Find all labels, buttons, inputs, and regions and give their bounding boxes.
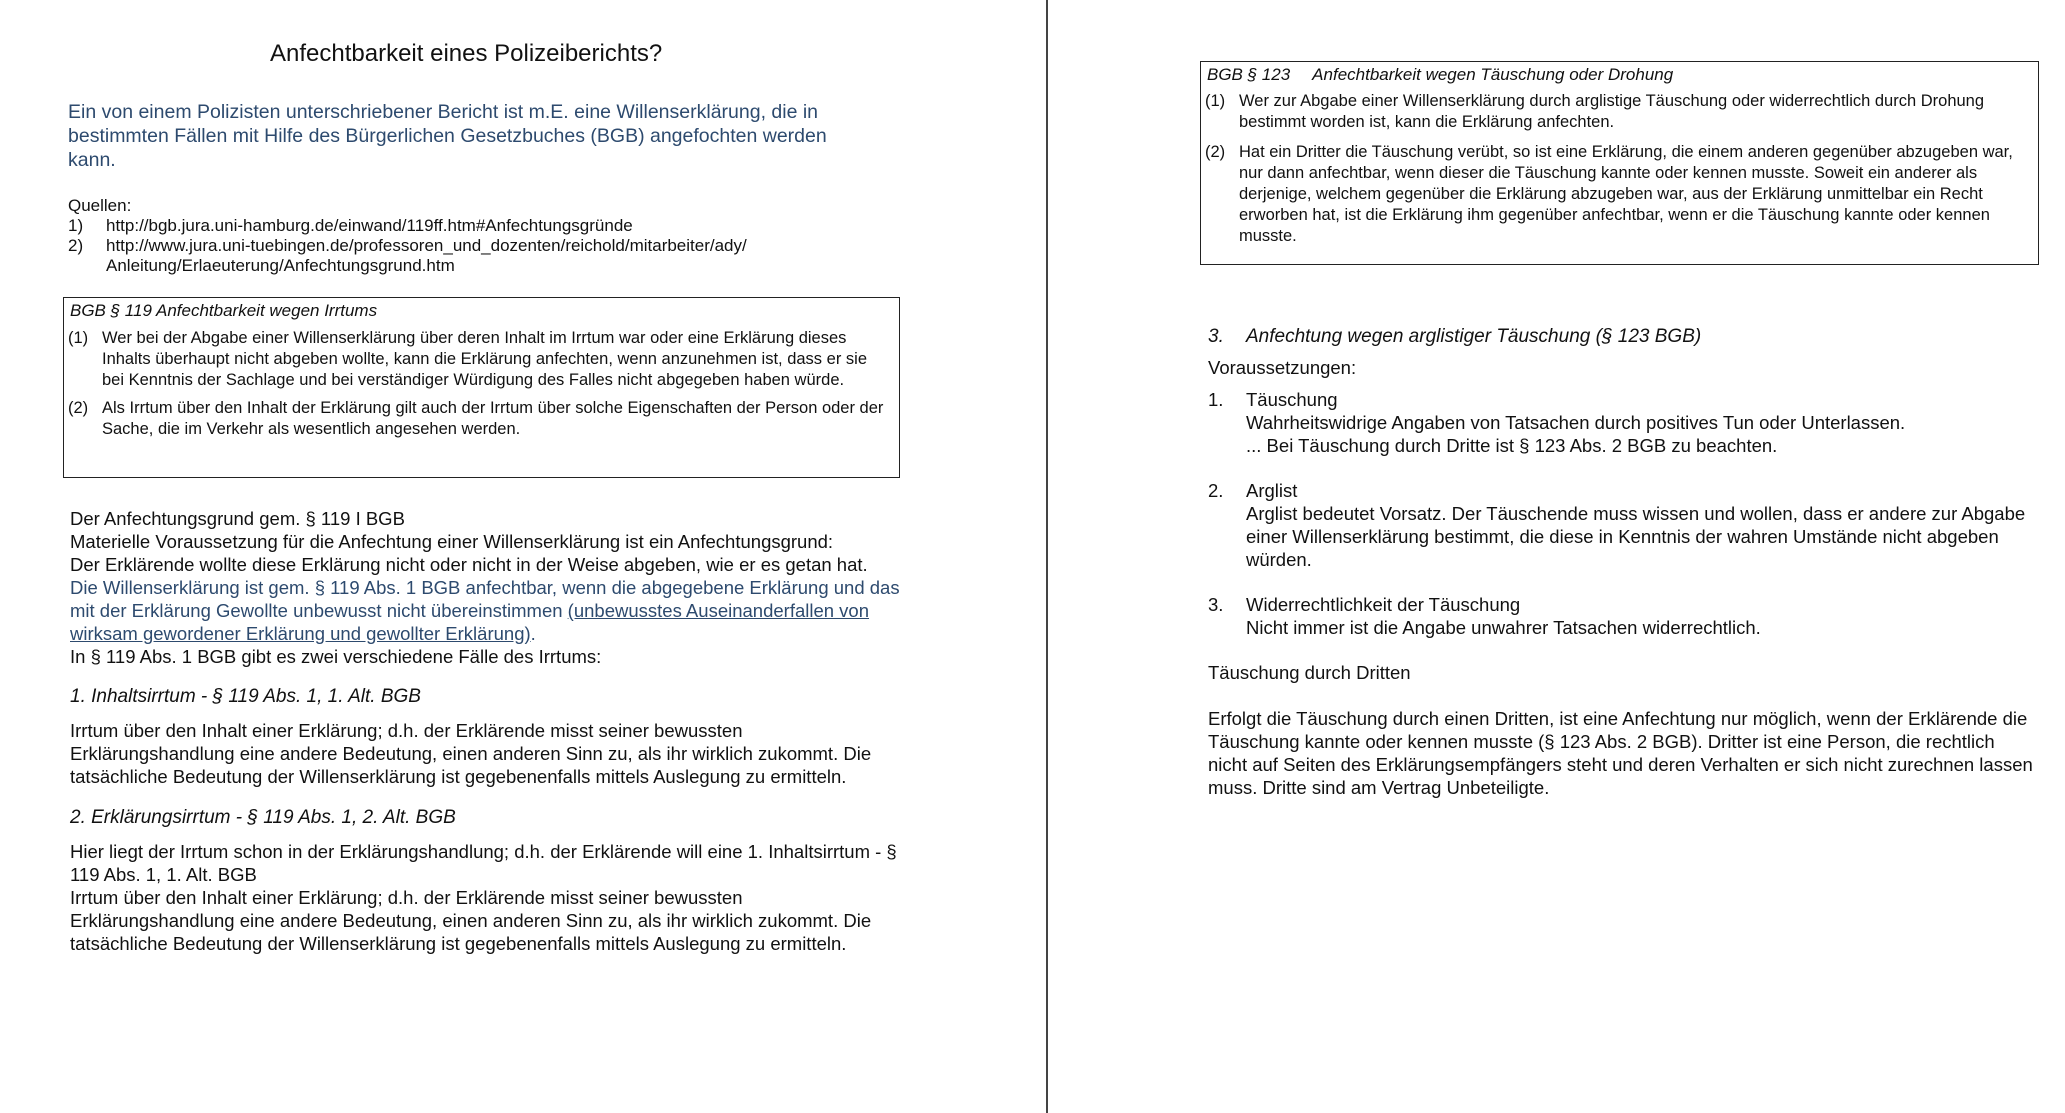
bgb-119-item: (1) Wer bei der Abgabe einer Willenserklärung über deren Inhalt im Irrtum war oder eine Erklärung dieses Inhalts überhaupt nicht abgeben wollte, kann die Erklärung anfechten, wenn anzunehmen ist, dass er sie bei Kenntnis der Sachlage und bei verständiger Würdigung des Falles nicht abgegeben haben würde.	[68, 329, 867, 389]
voraussetzungen-label: Voraussetzungen:	[1208, 357, 1357, 378]
explanation-link[interactable]: (unbewusstes Auseinanderfallen von wirksam gewordener Erklärung und gewollter Erklärung)	[70, 600, 870, 644]
source-item: 1) http://bgb.jura.uni-hamburg.de/einwand/119ff.htm#Anfechtungsgründe	[68, 216, 633, 235]
condition-item: 2. Arglist Arglist bedeutet Vorsatz. Der Täuschende muss wissen und wollen, dass er andere zur Abgabe einer Willenserklärung bestimmt, die diese in Kenntnis der wahren Umstände nicht abgeben würden.	[1208, 480, 2026, 570]
case2-text: Hier liegt der Irrtum schon in der Erklärungshandlung; d.h. der Erklärende will eine 1. Inhaltsirrtum - § 119 Abs. 1, 1. Alt. BGB	[70, 841, 897, 885]
bgb-123-item: (1) Wer zur Abgabe einer Willenserklärung durch arglistige Täuschung oder widerrechtlich durch Drohung bestimmt worden ist, kann die Erklärung anfechten.	[1205, 92, 1985, 131]
grund-heading: Der Anfechtungsgrund gem. § 119 I BGB	[70, 508, 405, 529]
bgb-123-item: (2) Hat ein Dritter die Täuschung verübt, so ist eine Erklärung, die einem anderen gegenüber abzugeben war, nur dann anfechtbar, wenn dieser die Täuschung kannte oder kennen musste. Soweit ein anderer als derjenige, welchem gegenüber die Erklärung abzugeben war, aus der Erklärung unmittelbar ein Recht erworben hat, ist die Erklärung ihm gegenüber anfechtbar, wenn er die Täuschung kannte oder kennen musste.	[1205, 143, 2013, 245]
case2-heading: 2. Erklärungsirrtum - § 119 Abs. 1, 2. Alt. BGB	[70, 807, 456, 828]
sources-label: Quellen:	[68, 196, 132, 215]
page-title: Anfechtbarkeit eines Polizeiberichts?	[270, 40, 663, 67]
section-3	[1208, 325, 2038, 799]
bgb-119-item: (2) Als Irrtum über den Inhalt der Erklärung gilt auch der Irrtum über solche Eigenschaften der Person oder der Sache, die im Verkehr als wesentlich angesehen werden.	[68, 399, 884, 438]
section-3-heading: 3. Anfechtung wegen arglistiger Täuschung (§ 123 BGB)	[1208, 326, 1702, 347]
intro-paragraph: Ein von einem Polizisten unterschriebener Bericht ist m.E. eine Willenserklärung, die in bestimmten Fällen mit Hilfe des Bürgerlichen Gesetzbuches (BGB) angefochten werden kann.	[68, 101, 827, 171]
source-link[interactable]: http://bgb.jura.uni-hamburg.de/einwand/119ff.htm#Anfechtungsgründe	[106, 216, 633, 235]
dritte-text: Erfolgt die Täuschung durch einen Dritten, ist eine Anfechtung nur möglich, wenn der Erklärende die Täuschung kannte oder kennen musste (§ 123 Abs. 2 BGB). Dritter ist eine Person, die rechtlich nicht auf Seiten des Erklärungsempfängers steht und deren Verhalten er sich nicht zurechnen lassen muss. Dritte sind am Vertrag Unbeteiligte.	[1208, 708, 2033, 798]
page-divider	[1046, 0, 1048, 1113]
bgb-123-heading: BGB § 123 Anfechtbarkeit wegen Täuschung oder Drohung	[1207, 65, 1674, 84]
condition-item: 3. Widerrechtlichkeit der Täuschung Nicht immer ist die Angabe unwahrer Tatsachen widerrechtlich.	[1208, 594, 1761, 638]
bgb-119-heading: BGB § 119 Anfechtbarkeit wegen Irrtums	[70, 301, 378, 320]
case1-text: Irrtum über den Inhalt einer Erklärung; d.h. der Erklärende misst seiner bewussten Erklärungshandlung eine andere Bedeutung, einen anderen Sinn zu, als ihr wirklich zukommt. Die tatsächliche Bedeutung der Willenserklärung ist gegebenenfalls mittels Auslegung zu ermitteln.	[70, 720, 872, 787]
source-item: 2) http://www.jura.uni-tuebingen.de/professoren_und_dozenten/reichold/mitarbeiter/ady/ Anleitung/Erlaeuterung/Anfechtungsgrund.htm	[68, 236, 888, 276]
case2-text-continued: Irrtum über den Inhalt einer Erklärung; d.h. der Erklärende misst seiner bewussten Erklärungshandlung eine andere Bedeutung, einen anderen Sinn zu, als ihr wirklich zukommt. Die tatsächliche Bedeutung der Willenserklärung ist gegebenenfalls mittels Auslegung zu ermitteln.	[70, 887, 872, 954]
grund-explanation: Die Willenserklärung ist gem. § 119 Abs. 1 BGB anfechtbar, wenn die abgegebene Erklärung und das mit der Erklärung Gewollte unbewusst nicht übereinstimmen (unbewusstes Auseinanderfallen von wirksam gewordener Erklärung und gewollter Erklärung).	[70, 577, 900, 644]
bgb-119-box	[63, 297, 900, 478]
anfechtungsgrund-section: Der Anfechtungsgrund gem. § 119 I BGB Materielle Voraussetzung für die Anfechtung einer Willenserklärung ist ein Anfechtungsgrund: Der Erklärende wollte diese Erklärung nicht oder nicht in der Weise abgeben, wie er es getan hat. Die Willenserklärung ist gem. § 119 Abs. 1 BGB anfechtbar, wenn die abgegebene Erklärung und das mit der Erklärung Gewollte unbewusst nicht übereinstimmen (unbewusstes Auseinanderfallen von wirksam gewordener Erklärung und gewollter Erklärung). In § 119 Abs. 1 BGB gibt es zwei verschiedene Fälle des Irrtums: 1. Inhaltsirrtum - § 119 Abs. 1, 1. Alt. BGB Irrtum über den Inhalt einer Erklärung; d.h. der Erklärende misst seiner bewussten Erklärungshandlung eine andere Bedeutung, einen anderen Sinn zu, als ihr wirklich zukommt. Die tatsächliche Bedeutung der Willenserklärung ist gegebenenfalls mittels Auslegung zu ermitteln. 2. Erklärungsirrtum - § 119 Abs. 1, 2. Alt. BGB Hier liegt der Irrtum schon in der Erklärungshandlung; d.h. der Erklärende will eine 1. Inhaltsirrtum - § 119 Abs. 1, 1. Alt. BGB Irrtum über den Inhalt einer Erklärung; d.h. der Erklärende misst seiner bewussten Erklärungshandlung eine andere Bedeutung, einen anderen Sinn zu, als ihr wirklich zukommt. Die tatsächliche Bedeutung der Willenserklärung ist gegebenenfalls mittels Auslegung zu ermitteln.	[70, 507, 910, 955]
case1-heading: 1. Inhaltsirrtum - § 119 Abs. 1, 1. Alt. BGB	[70, 686, 421, 707]
sources-list	[68, 196, 888, 276]
bgb-123-box	[1200, 61, 2039, 265]
source-link[interactable]: http://www.jura.uni-tuebingen.de/professoren_und_dozenten/reichold/mitarbeiter/ady/ Anleitung/Erlaeuterung/Anfechtungsgrund.htm	[106, 236, 747, 275]
condition-item: 1. Täuschung Wahrheitswidrige Angaben von Tatsachen durch positives Tun oder Unterlassen. ... Bei Täuschung durch Dritte ist § 123 Abs. 2 BGB zu beachten.	[1208, 389, 1906, 456]
dritte-heading: Täuschung durch Dritten	[1208, 662, 1411, 683]
